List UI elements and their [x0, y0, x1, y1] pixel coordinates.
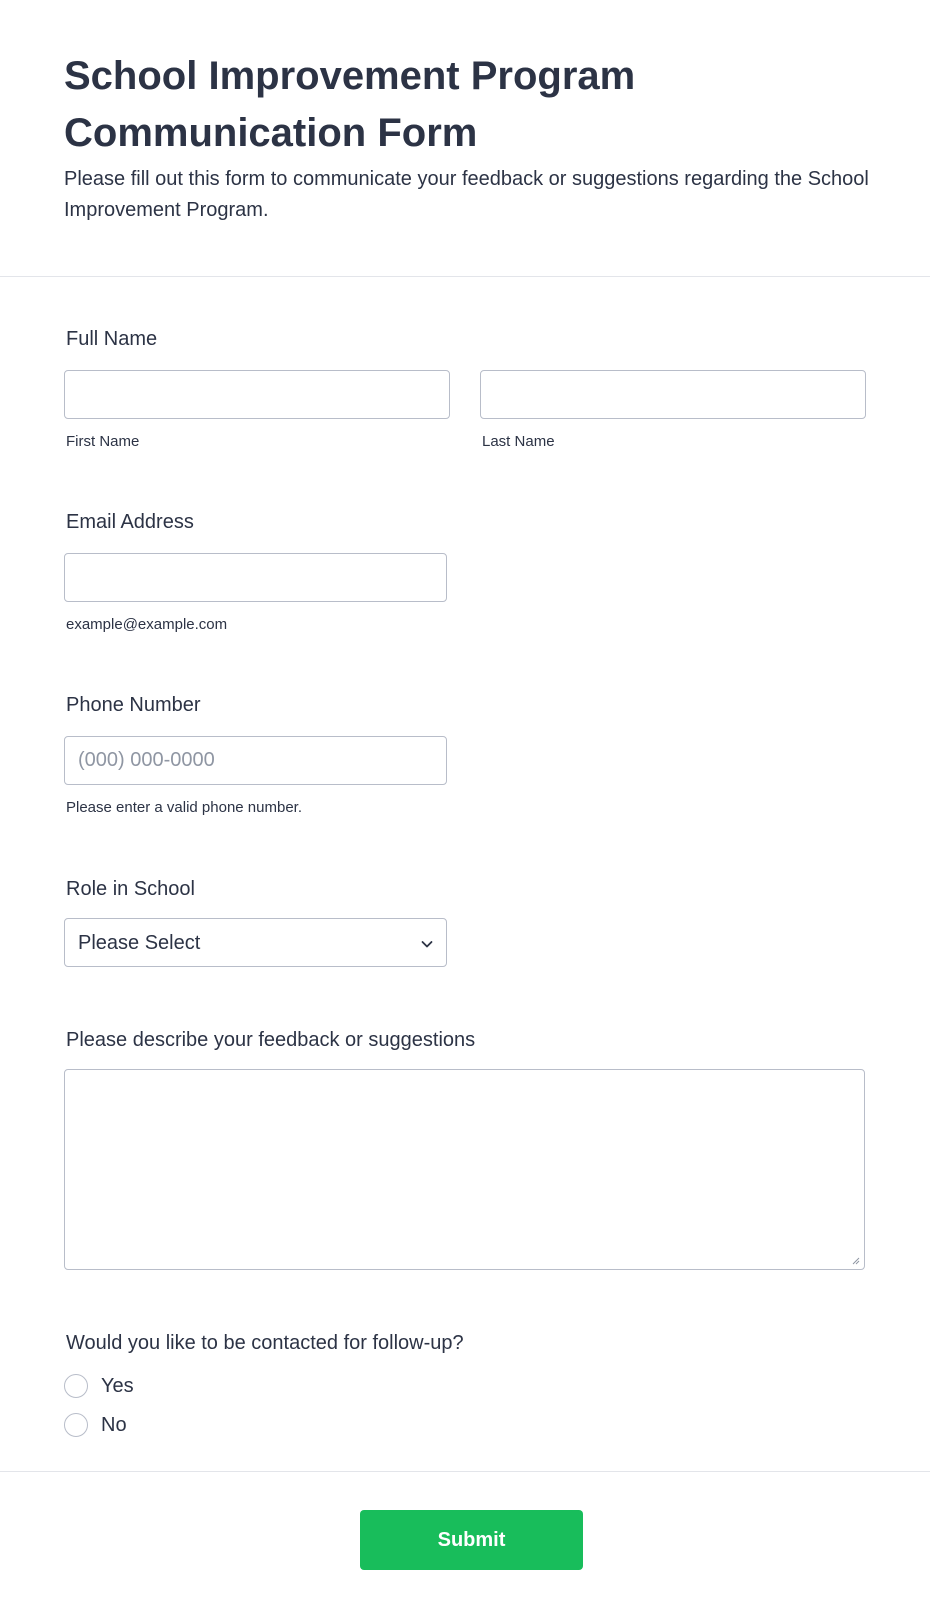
chevron-down-icon: [419, 936, 435, 952]
email-input[interactable]: [64, 553, 447, 602]
radio-button[interactable]: [64, 1413, 88, 1437]
phone-label: Phone Number: [66, 694, 201, 716]
role-select-value: Please Select: [78, 932, 201, 954]
first-name-sublabel: First Name: [66, 433, 140, 450]
radio-button[interactable]: [64, 1374, 88, 1398]
last-name-input[interactable]: [480, 370, 866, 419]
email-sublabel: example@example.com: [66, 616, 228, 633]
last-name-sublabel: Last Name: [482, 433, 555, 450]
feedback-textarea[interactable]: [64, 1069, 865, 1270]
form-title: School Improvement Program Communication Form: [64, 54, 636, 155]
phone-sublabel: Please enter a valid phone number.: [66, 799, 302, 816]
role-label: Role in School: [66, 878, 195, 900]
radio-label: No: [101, 1414, 127, 1436]
radio-label: Yes: [101, 1375, 134, 1397]
feedback-label: Please describe your feedback or suggestions: [66, 1029, 476, 1051]
phone-input[interactable]: [64, 736, 447, 785]
form-description: Please fill out this form to communicate your feedback or suggestions regarding the School Improvement Program.: [64, 168, 869, 221]
email-label: Email Address: [66, 511, 194, 533]
submit-button[interactable]: Submit: [360, 1510, 583, 1570]
follow-up-label: Would you like to be contacted for follow-up?: [66, 1332, 464, 1354]
full-name-label: Full Name: [66, 328, 158, 350]
first-name-input[interactable]: [64, 370, 450, 419]
resize-grip-icon[interactable]: [850, 1255, 860, 1265]
footer-divider: [0, 1471, 930, 1472]
role-select[interactable]: [64, 918, 447, 967]
form-header: [0, 0, 930, 277]
